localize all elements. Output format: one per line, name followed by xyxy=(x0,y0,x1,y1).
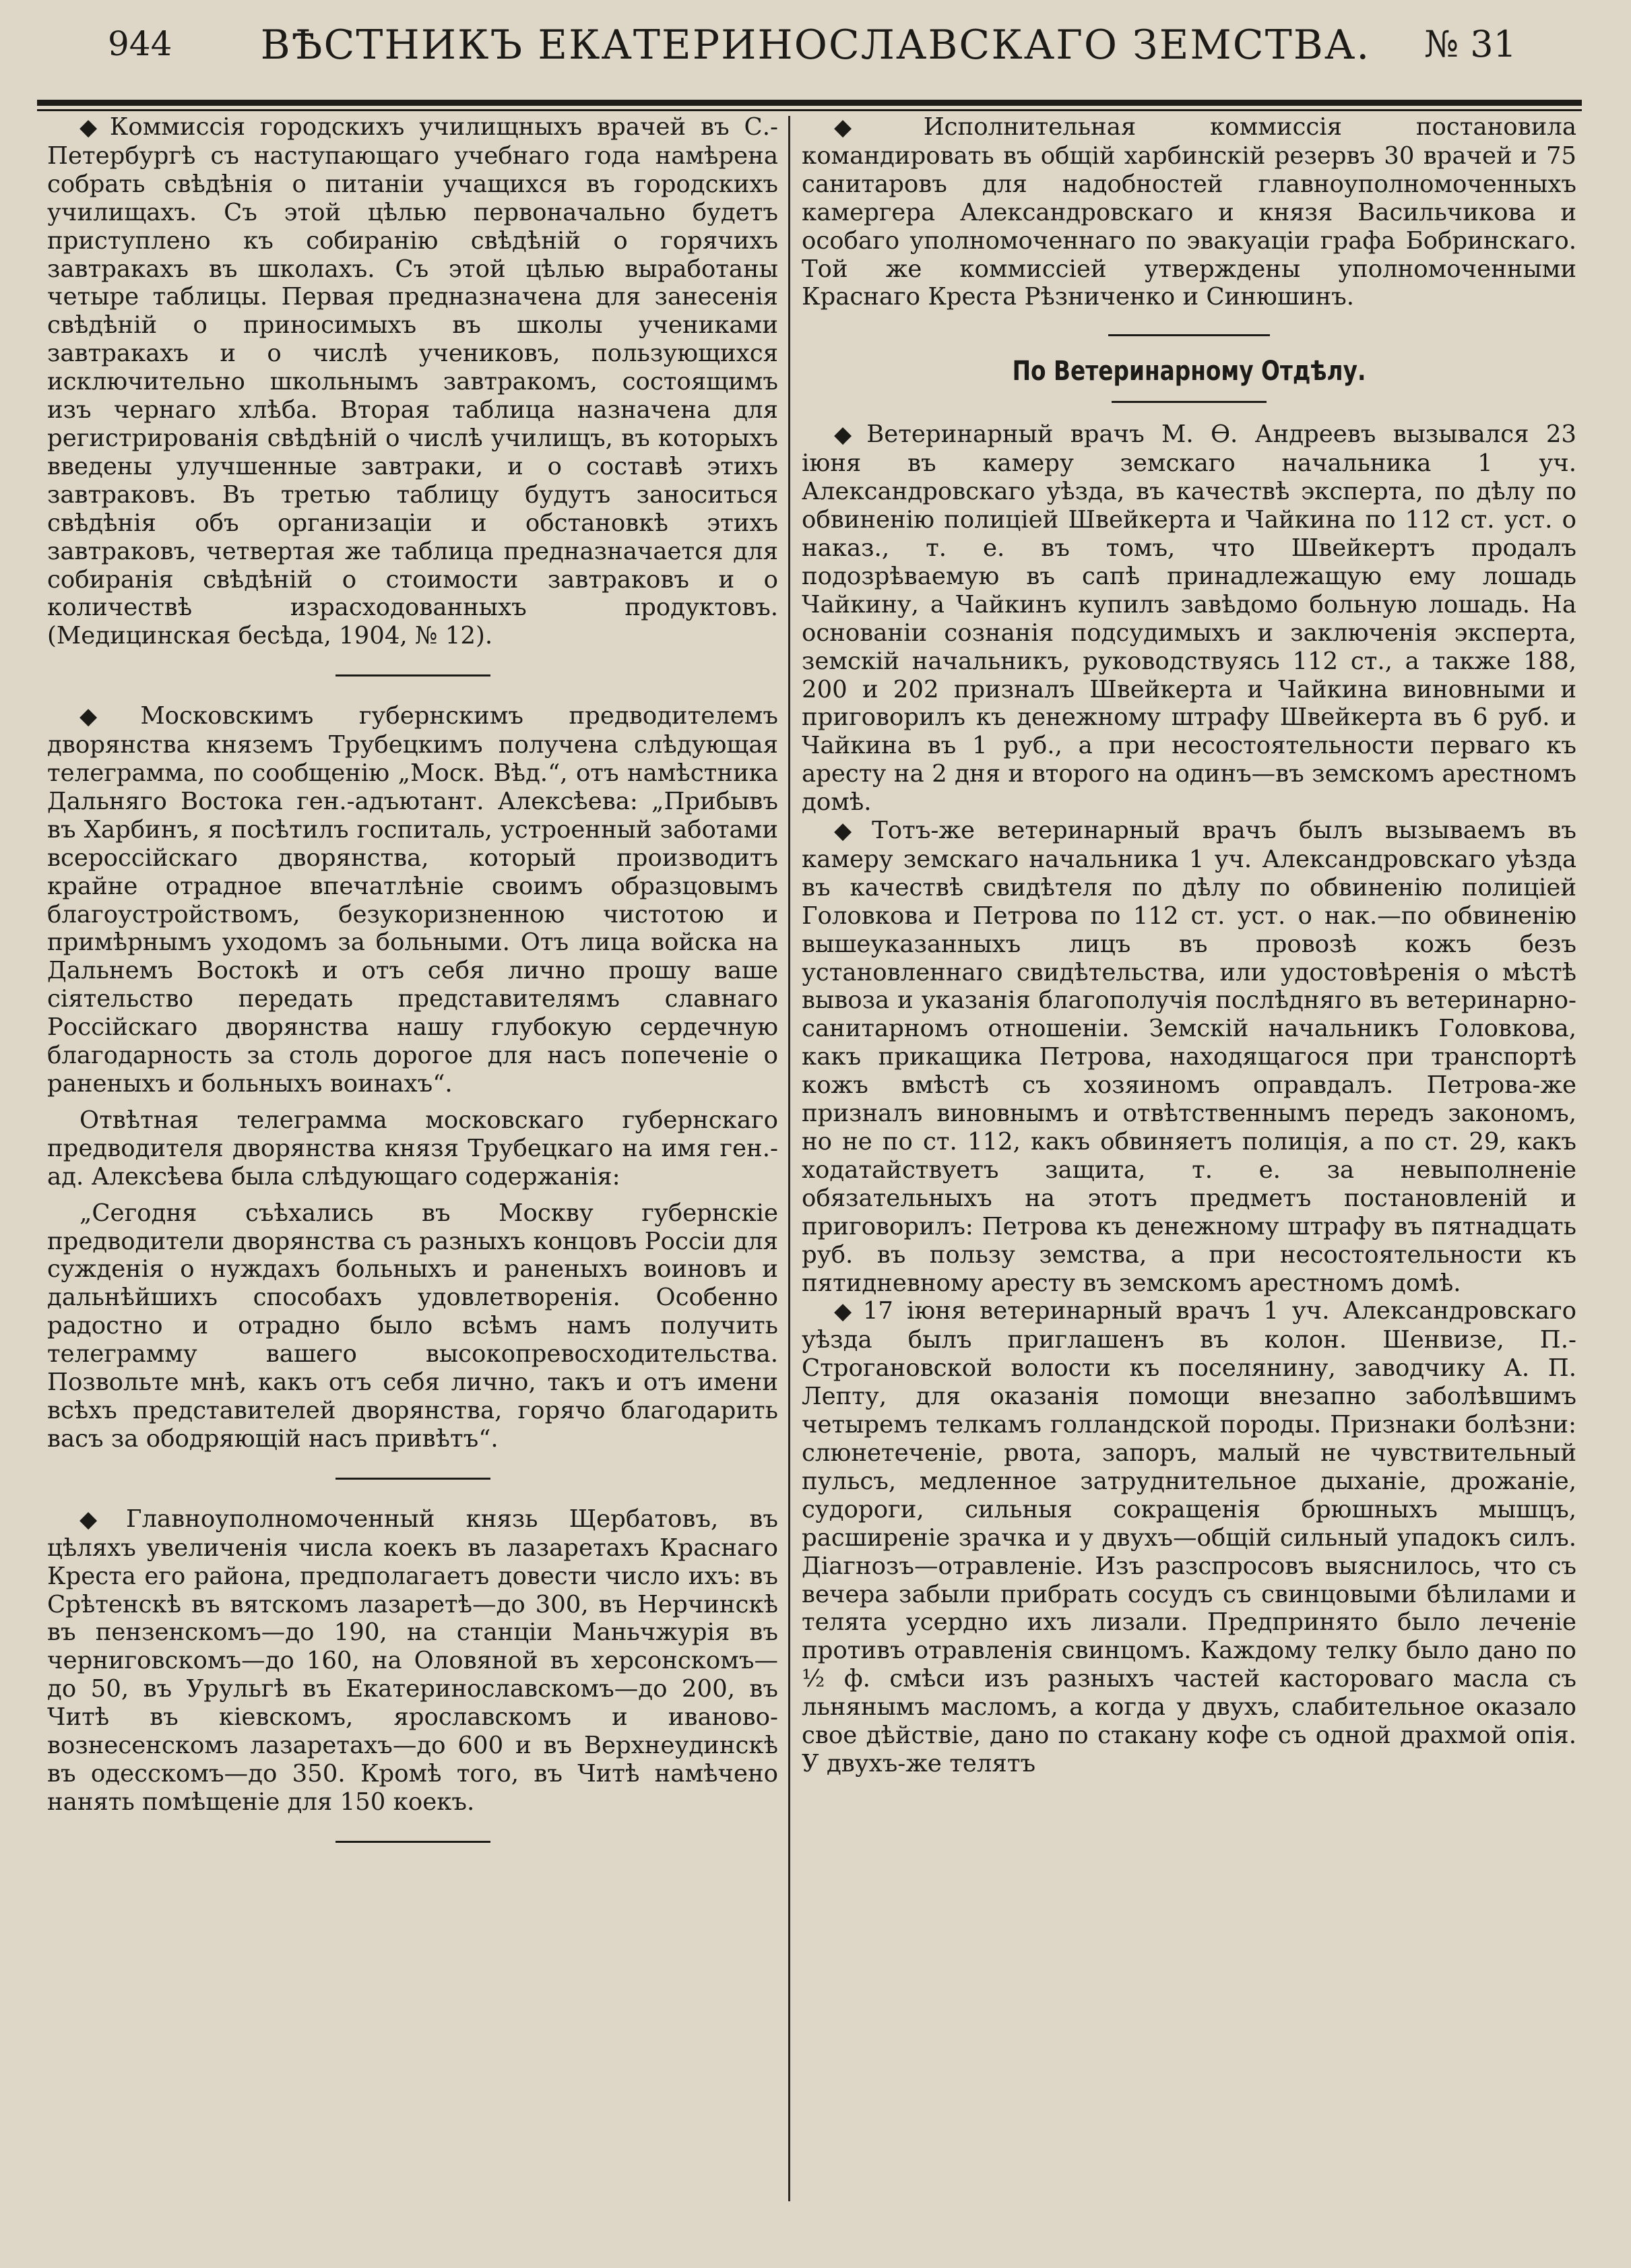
separator xyxy=(1108,334,1270,336)
hand-pointer-icon: ◆ xyxy=(834,1298,858,1325)
hand-pointer-icon: ◆ xyxy=(834,817,867,845)
page-header xyxy=(40,9,1591,84)
news-text: 17 іюня ветеринарный врачъ 1 уч. Александровскаго уѣзда былъ приглашенъ въ колон. Шенвизе, П.-Строгановской волости къ поселянину, заводчику А. П. Лепту, для оказанія помощи внезапно заболѣвшимъ четыремъ телкамъ голландской породы. Признаки болѣзни: слюнетеченіе, рвота, запоръ, малый не чувствительный пульсъ, медленное затруднительное дыханіе, дрожаніе, судороги, сильныя сокращенія брюшныхъ мышцъ, расширеніе зрачка и у двухъ—общій сильный упадокъ силъ. Діагнозъ—отравленіе. Изъ разспросовъ выяснилось, что съ вечера забыли прибрать сосудъ съ свинцовыми бѣлилами и телята усердно ихъ лизали. Предпринято было леченіе противъ отравленія свинцомъ. Каждому телку было дано по ½ ф. смѣси изъ разныхъ частей кастороваго масла съ льнянымъ масломъ, а когда у двухъ, слабительное оказало свое дѣйствіе, дано по стакану кофе съ одной драхмой опія. У двухъ-же телятъ xyxy=(802,1297,1576,1777)
hand-pointer-icon: ◆ xyxy=(79,703,135,730)
hand-pointer-icon: ◆ xyxy=(79,1505,121,1533)
news-text: Главноуполномоченный князь Щербатовъ, въ цѣляхъ увеличенія числа коекъ въ лазаретахъ Краснаго Креста его района, предполагаетъ довести число ихъ: въ Срѣтенскѣ въ вятскомъ лазаретѣ—до 300, въ Нерчинскѣ въ пензенскомъ—до 190, на станціи Маньчжурія въ черниговскомъ—до 160, на Оловяной въ херсонскомъ—до 50, въ Урульгѣ въ Екатеринославскомъ—до 200, въ Читѣ въ кіевскомъ, ярославскомъ и иваново-вознесенскомъ лазаретахъ—до 600 и въ Верхнеудинскѣ въ одесскомъ—до 350. Кромѣ того, въ Читѣ намѣчено нанять помѣщеніе для 150 коекъ. xyxy=(47,1505,778,1816)
hand-pointer-icon: ◆ xyxy=(834,421,862,449)
right-column xyxy=(802,113,1576,1778)
news-item xyxy=(802,817,1576,1297)
separator xyxy=(335,1841,490,1843)
news-text: Тотъ-же ветеринарный врачъ былъ вызываемъ въ камеру земскаго начальника 1 уч. Александровскаго уѣзда въ качествѣ свидѣтеля по дѣлу по обвиненію полиціей Головкова и Петрова по 112 ст. уст. о нак.—по обвиненію вышеуказанныхъ лицъ въ провозѣ кожъ безъ установленнаго свидѣтельства, или удостовѣренія о мѣстѣ вывоза и указанія благополучія послѣдняго въ ветеринарно-санитарномъ отношеніи. Земскій начальникъ Головкова, какъ прикащика Петрова, находящагося при транспортѣ кожъ вмѣстѣ съ хозяиномъ оправдалъ. Петрова-же призналъ виновнымъ и отвѣтственнымъ передъ закономъ, но не по ст. 112, какъ обвиняетъ полиція, а по ст. 29, какъ ходатайствуетъ защита, т. е. за невыполненіе обязательныхъ на этотъ предметъ постановленій и приговорилъ: Петрова къ денежному штрафу въ пятнадцать руб. въ пользу земства, а при несостоятельности къ пятидневному аресту въ земскомъ арестномъ домѣ. xyxy=(802,817,1576,1297)
news-item xyxy=(802,1297,1576,1777)
news-text: Исполнительная коммиссія постановила командировать въ общій харбинскій резервъ 30 врачей и 75 санитаровъ для надобностей главноуполномоченныхъ камергера Александровскаго и князя Васильчикова и особаго уполномоченнаго по эвакуаціи графа Бобринскаго. Той же коммиссіей утверждены уполномоченными Краснаго Креста Рѣзниченко и Синюшинъ. xyxy=(802,113,1576,311)
header-rule-thin xyxy=(37,109,1582,111)
column-divider xyxy=(788,116,790,2201)
news-item xyxy=(802,420,1576,817)
news-paragraph: „Сегодня съѣхались въ Москву губернскіе предводители дворянства съ разныхъ концовъ Россіи для сужденія о нуждахъ больныхъ и раненыхъ воиновъ и дальнѣйшихъ способахъ удовлетворенія. Особенно радостно и отрадно было всѣмъ намъ получить телеграмму вашего высокопревосходительства. Позвольте мнѣ, какъ отъ себя лично, такъ и отъ имени всѣхъ представителей дворянства, горячо благодарить васъ за ободряющій насъ привѣтъ“. xyxy=(47,1199,778,1453)
section-title: По Ветеринарному Отдѣлу. xyxy=(1012,356,1366,387)
news-item xyxy=(47,113,778,650)
news-text: Коммиссія городскихъ училищныхъ врачей въ С.-Петербургѣ съ наступающаго учебнаго года намѣрена собрать свѣдѣнія о питаніи учащихся въ городскихъ училищахъ. Съ этой цѣлью первоначально будетъ приступлено къ собиранію свѣдѣній о горячихъ завтракахъ въ школахъ. Съ этой цѣлью выработаны четыре таблицы. Первая предназначена для занесенія свѣдѣній о приносимыхъ въ школы учениками завтракахъ и о числѣ учениковъ, пользующихся исключительно школьнымъ завтракомъ, состоящимъ изъ чернаго хлѣба. Вторая таблица назначена для регистрированія свѣдѣній о числѣ училищъ, въ которыхъ введены улучшенные завтраки, и о составѣ этихъ завтраковъ. Въ третью таблицу будутъ заноситься свѣдѣнія объ организаціи и обстановкѣ этихъ завтраковъ, четвертая же таблица предназначается для собиранія свѣдѣній о стоимости завтраковъ и о количествѣ израсходованныхъ продуктовъ. (Медицинская бесѣда, 1904, № 12). xyxy=(47,113,778,650)
page-number: 944 xyxy=(108,24,172,63)
left-column xyxy=(47,113,778,1868)
issue-number: № 31 xyxy=(1424,23,1516,65)
news-text: Ветеринарный врачъ М. Ѳ. Андреевъ вызывался 23 іюня въ камеру земскаго начальника 1 уч. Александровскаго уѣзда, въ качествѣ эксперта, по дѣлу по обвиненію полиціей Швейкерта и Чайкина по 112 ст. уст. о наказ., т. е. въ томъ, что Швейкертъ продалъ подозрѣваемую въ сапѣ принадлежащую ему лошадь Чайкину, а Чайкинъ купилъ завѣдомо больную лошадь. На основаніи сознанія подсудимыхъ и заключенія эксперта, земскій начальникъ, руководствуясь 112 ст., а также 188, 200 и 202 призналъ Швейкерта и Чайкина виновными и приговорилъ къ денежному штрафу Швейкерта въ 6 руб. и Чайкина въ 1 руб., а при несостоятельности перваго къ аресту на 2 дня и второго на одинъ—въ земскомъ арестномъ домѣ. xyxy=(802,420,1576,817)
hand-pointer-icon: ◆ xyxy=(834,114,918,141)
journal-title: ВѢСТНИКЪ ЕКАТЕРИНОСЛАВСКАГО ЗЕМСТВА. xyxy=(260,22,1371,69)
news-paragraph: Отвѣтная телеграмма московскаго губернскаго предводителя дворянства князя Трубецкаго на имя ген.-ад. Алексѣева была слѣдующаго содержанія: xyxy=(47,1106,778,1191)
news-item xyxy=(47,702,778,1098)
news-item xyxy=(47,1505,778,1817)
separator xyxy=(1112,401,1267,403)
separator xyxy=(335,674,490,676)
hand-pointer-icon: ◆ xyxy=(79,114,104,141)
header-rule-thick xyxy=(37,100,1582,106)
news-item xyxy=(802,113,1576,311)
news-text: Московскимъ губернскимъ предводителемъ дворянства княземъ Трубецкимъ получена слѣдующая телеграмма, по сообщенію „Моск. Вѣд.“, отъ намѣстника Дальняго Востока ген.-адъютант. Алексѣева: „Прибывъ въ Харбинъ, я посѣтилъ госпиталь, устроенный заботами всероссійскаго дворянства, который производитъ крайне отрадное впечатлѣніе своимъ образцовымъ благоустройствомъ, безукоризненною чистотою и примѣрнымъ уходомъ за больными. Отъ лица войска на Дальнемъ Востокѣ и отъ себя лично прошу ваше сіятельство передать представителямъ славнаго Россійскаго дворянства нашу глубокую сердечную благодарность за столь дорогое для насъ попеченіе о раненыхъ и больныхъ воинахъ“. xyxy=(47,702,778,1098)
separator xyxy=(335,1478,490,1480)
